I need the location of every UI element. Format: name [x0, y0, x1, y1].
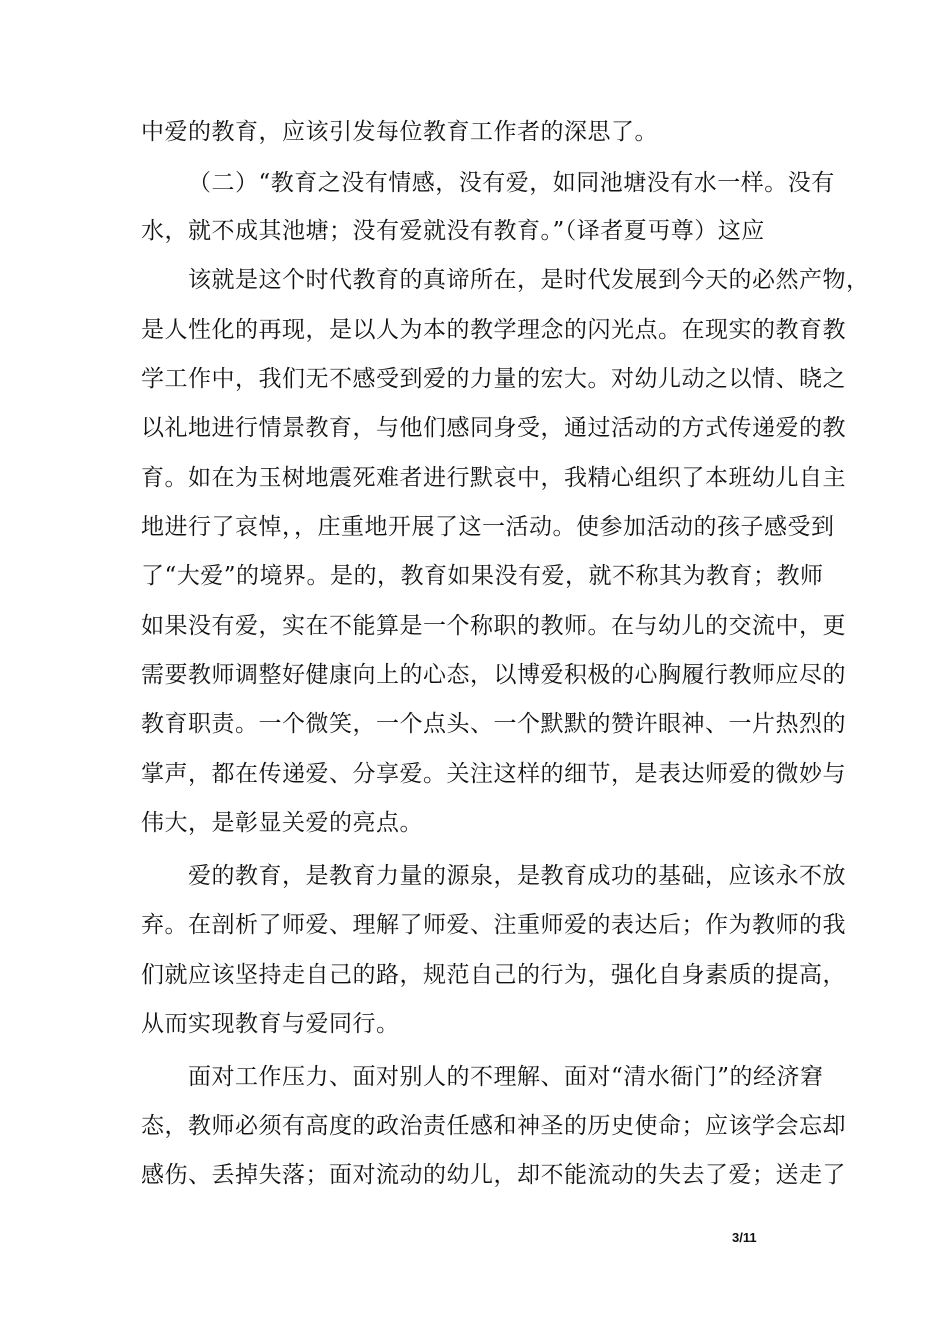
text-line: 教育职责。一个微笑，一个点头、一个默默的赞许眼神、一片热烈的: [141, 711, 846, 737]
text-line: 如果没有爱，实在不能算是一个称职的教师。在与幼儿的交流中，更: [141, 613, 846, 639]
text-line: 是人性化的再现，是以人为本的教学理念的闪光点。在现实的教育教: [141, 317, 846, 343]
text-line: 中爱的教育，应该引发每位教育工作者的深思了。: [141, 119, 658, 145]
text-line: 需要教师调整好健康向上的心态，以博爱积极的心胸履行教师应尽的: [141, 662, 846, 688]
text-line: 态，教师必须有高度的政治责任感和神圣的历史使命；应该学会忘却: [141, 1113, 846, 1139]
text-line: 感伤、丢掉失落；面对流动的幼儿，却不能流动的失去了爱；送走了: [141, 1162, 846, 1188]
text-line: 该就是这个时代教育的真谛所在，是时代发展到今天的必然产物，: [188, 267, 870, 293]
text-line: 育。如在为玉树地震死难者进行默哀中，我精心组织了本班幼儿自主: [141, 465, 846, 491]
text-line: 面对工作压力、面对别人的不理解、面对“清水衙门”的经济窘: [188, 1064, 824, 1090]
text-line: 爱的教育，是教育力量的源泉，是教育成功的基础，应该永不放: [188, 863, 846, 889]
text-line: 学工作中，我们无不感受到爱的力量的宏大。对幼儿动之以情、晓之: [141, 366, 846, 392]
text-line: 地进行了哀悼，，庄重地开展了这一活动。使参加活动的孩子感受到: [141, 514, 835, 540]
text-line: 了“大爱”的境界。是的，教育如果没有爱，就不称其为教育；教师: [141, 563, 824, 589]
text-line: 们就应该坚持走自己的路，规范自己的行为，强化自身素质的提高，: [141, 962, 846, 988]
text-line: 弃。在剖析了师爱、理解了师爱、注重师爱的表达后；作为教师的我: [141, 912, 846, 938]
text-line: 以礼地进行情景教育，与他们感同身受，通过活动的方式传递爱的教: [141, 415, 846, 441]
text-line: 水，就不成其池塘；没有爱就没有教育。”（译者夏丏尊）这应: [141, 218, 765, 244]
text-line: 伟大，是彰显关爱的亮点。: [141, 810, 423, 836]
text-line: （二）“教育之没有情感，没有爱，如同池塘没有水一样。没有: [188, 170, 835, 196]
text-line: 掌声，都在传递爱、分享爱。关注这样的细节，是表达师爱的微妙与: [141, 761, 846, 787]
text-line: 从而实现教育与爱同行。: [141, 1011, 400, 1037]
page-number: 3/11: [732, 1230, 757, 1245]
